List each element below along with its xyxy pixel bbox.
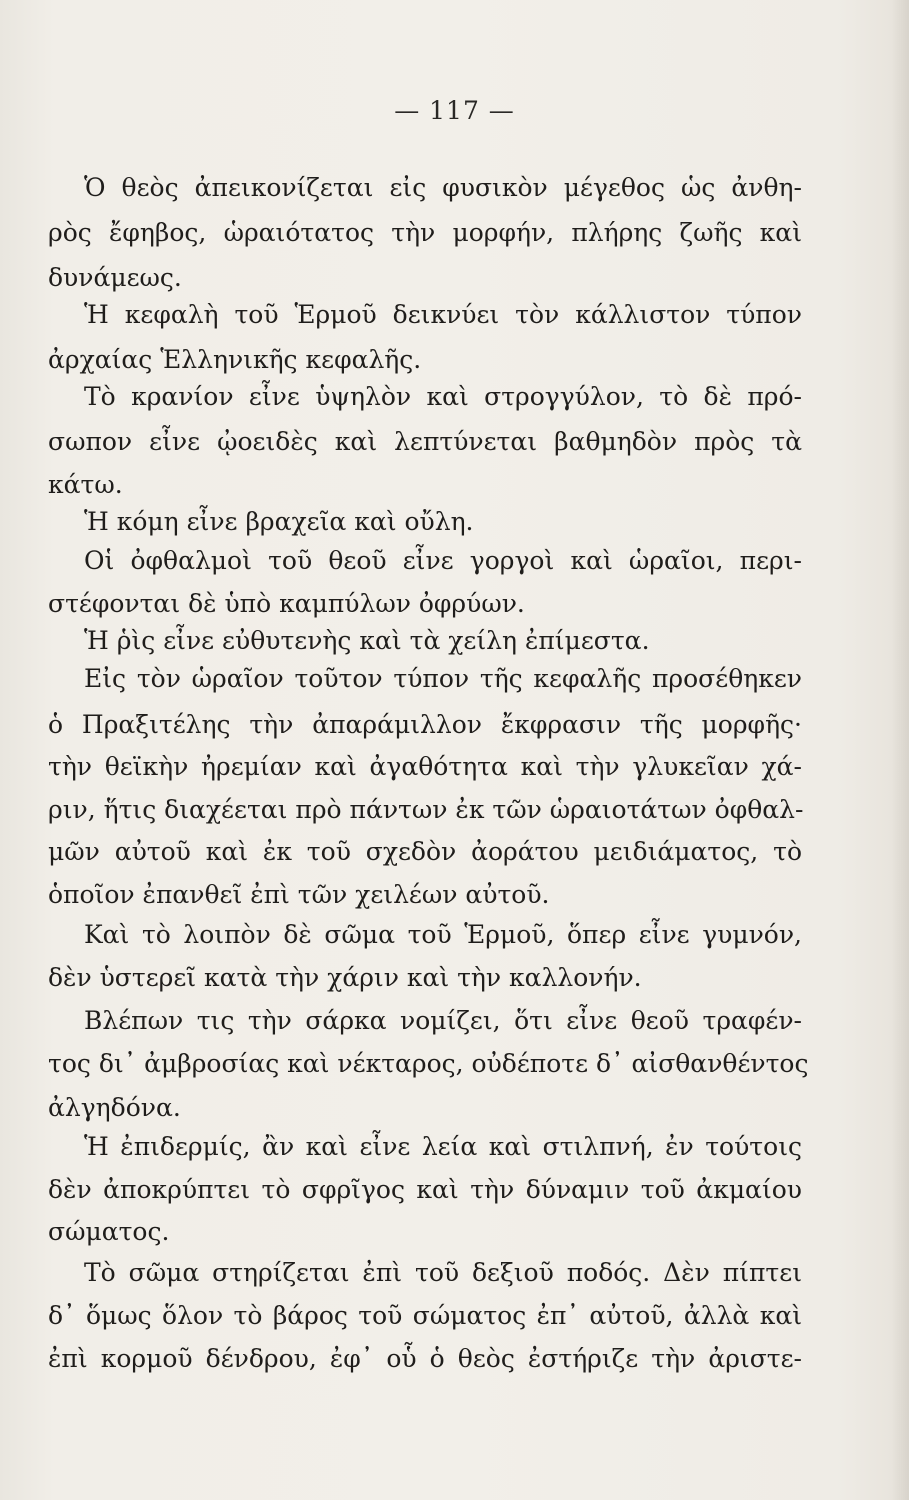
page-number: — 117 — <box>394 96 515 125</box>
text-line-13: Εἰς τὸν ὡραῖον τοῦτον τύπον τῆς κεφαλῆς προσέθηκεν <box>84 664 802 693</box>
text-line-24: Ἡ ἐπιδερμίς, ἂν καὶ εἶνε λεία καὶ στιλπνή, ἐν τούτοις <box>84 1132 802 1161</box>
text-line-6: Τὸ κρανίον εἶνε ὑψηλὸν καὶ στρογγύλον, τὸ δὲ πρό- <box>84 382 802 411</box>
text-line-19: Καὶ τὸ λοιπὸν δὲ σῶμα τοῦ Ἑρμοῦ, ὅπερ εἶνε γυμνόν, <box>84 920 802 949</box>
text-line-21: Βλέπων τις τὴν σάρκα νομίζει, ὅτι εἶνε θεοῦ τραφέν- <box>84 1006 802 1035</box>
text-line-10: Οἱ ὀφθαλμοὶ τοῦ θεοῦ εἶνε γοργοὶ καὶ ὡραῖοι, περι- <box>84 546 802 575</box>
text-line-17: μῶν αὐτοῦ καὶ ἐκ τοῦ σχεδὸν ἀοράτου μειδιάματος, τὸ <box>48 837 802 866</box>
text-line-8: κάτω. <box>48 470 123 499</box>
text-line-18: ὁποῖον ἐπανθεῖ ἐπὶ τῶν χειλέων αὐτοῦ. <box>48 880 550 909</box>
text-line-11: στέφονται δὲ ὑπὸ καμπύλων ὀφρύων. <box>48 589 525 618</box>
text-line-28: δ᾽ ὅμως ὅλον τὸ βάρος τοῦ σώματος ἐπ᾽ αὐτοῦ, ἀλλὰ καὶ <box>48 1301 802 1330</box>
text-line-27: Τὸ σῶμα στηρίζεται ἐπὶ τοῦ δεξιοῦ ποδός. Δὲν πίπτει <box>84 1258 802 1287</box>
text-line-23: ἀλγηδόνα. <box>48 1093 181 1122</box>
text-line-20: δὲν ὑστερεῖ κατὰ τὴν χάριν καὶ τὴν καλλονήν. <box>48 963 642 992</box>
page-edge-shadow <box>891 0 909 1500</box>
text-line-12: Ἡ ῥὶς εἶνε εὐθυτενὴς καὶ τὰ χείλη ἐπίμεστα. <box>84 626 650 655</box>
text-line-2: ρὸς ἔφηβος, ὡραιότατος τὴν μορφήν, πλήρης ζωῆς καὶ <box>48 218 802 247</box>
text-line-4: Ἡ κεφαλὴ τοῦ Ἑρμοῦ δεικνύει τὸν κάλλιστον τύπον <box>84 300 802 329</box>
text-line-1: Ὁ θεὸς ἀπεικονίζεται εἰς φυσικὸν μέγεθος ὡς ἀνθη- <box>84 173 802 202</box>
text-line-5: ἀρχαίας Ἑλληνικῆς κεφαλῆς. <box>48 345 422 374</box>
text-line-15: τὴν θεϊκὴν ἠρεμίαν καὶ ἀγαθότητα καὶ τὴν γλυκεῖαν χά- <box>48 752 802 781</box>
text-line-3: δυνάμεως. <box>48 263 182 292</box>
text-line-9: Ἡ κόμη εἶνε βραχεῖα καὶ οὔλη. <box>84 507 474 536</box>
text-line-29: ἐπὶ κορμοῦ δένδρου, ἐφ᾽ οὗ ὁ θεὸς ἐστήριζε τὴν ἀριστε- <box>48 1344 802 1373</box>
text-line-25: δὲν ἀποκρύπτει τὸ σφρῖγος καὶ τὴν δύναμιν τοῦ ἀκμαίου <box>48 1175 802 1204</box>
text-line-16: ριν, ἥτις διαχέεται πρὸ πάντων ἐκ τῶν ὡραιοτάτων ὀφθαλ- <box>48 795 804 824</box>
text-line-22: τος δι᾽ ἀμβροσίας καὶ νέκταρος, οὐδέποτε δ᾽ αἰσθανθέντος <box>48 1049 809 1078</box>
text-line-14: ὁ Πραξιτέλης τὴν ἀπαράμιλλον ἔκφρασιν τῆς μορφῆς· <box>48 710 802 739</box>
text-line-7: σωπον εἶνε ᾠοειδὲς καὶ λεπτύνεται βαθμηδὸν πρὸς τὰ <box>48 427 802 456</box>
text-line-26: σώματος. <box>48 1217 170 1246</box>
